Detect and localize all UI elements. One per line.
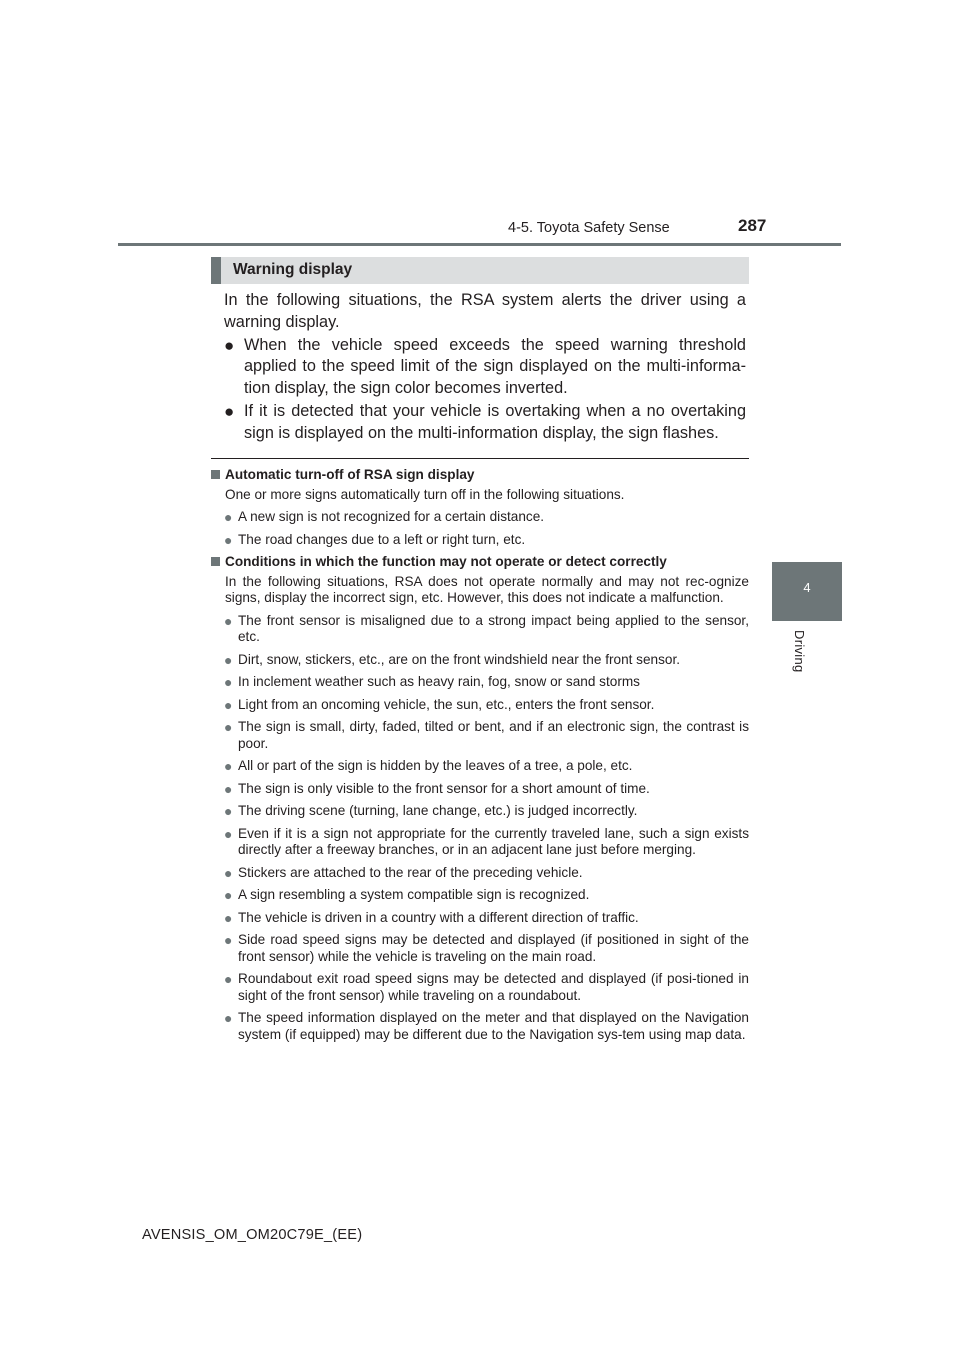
note-bullet-text: Even if it is a sign not appropriate for the currently traveled lane, such a sign exists directly after a freeway branches, or in an adjacent lane just before merging.: [238, 825, 749, 857]
note-heading-text: Automatic turn-off of RSA sign display: [225, 467, 475, 482]
note-bullet: [211, 803, 749, 820]
bullet-dot-icon: ●: [224, 696, 233, 713]
page-number: 287: [738, 216, 767, 235]
note-heading-conditions: [211, 554, 749, 571]
note-heading-text: Conditions in which the function may not operate or detect correctly: [225, 554, 667, 569]
warning-bullet: [224, 401, 746, 445]
bullet-dot-icon: ●: [224, 909, 233, 926]
note-bullet-text: The sign is small, dirty, faded, tilted or bent, and if an electronic sign, the contrast is poor.: [238, 719, 749, 751]
note-bullet: [211, 532, 749, 549]
note-intro: In the following situations, RSA does not operate normally and may not rec-ognize signs, display the incorrect sign, etc. However, this does not indicate a malfunction.: [225, 573, 749, 605]
note-bullet: [211, 613, 749, 646]
note-bullet: [211, 509, 749, 526]
chapter-tab: [772, 562, 842, 621]
note-bullet-text: A sign resembling a system compatible sign is recognized.: [238, 887, 590, 902]
note-bullet-text: The front sensor is misaligned due to a strong impact being applied to the sensor, etc.: [238, 612, 749, 644]
bullet-dot-icon: ●: [224, 887, 233, 903]
notes-divider: [211, 458, 749, 459]
bullet-dot-icon: ●: [224, 825, 233, 842]
bullet-dot-icon: ●: [224, 531, 233, 548]
note-bullet: [211, 674, 749, 691]
bullet-dot-icon: ●: [224, 758, 233, 774]
note-bullet: [211, 887, 749, 904]
note-bullet: [211, 758, 749, 775]
bullet-dot-icon: ●: [224, 719, 233, 735]
note-bullet-text: All or part of the sign is hidden by the leaves of a tree, a pole, etc.: [238, 758, 633, 773]
note-bullet-text: Dirt, snow, stickers, etc., are on the front windshield near the front sensor.: [238, 651, 681, 667]
bullet-dot-icon: ●: [224, 651, 233, 668]
note-intro: One or more signs automatically turn off in the following situations.: [225, 486, 625, 502]
square-bullet-icon: [211, 470, 220, 479]
notes-section: [211, 467, 749, 1043]
warning-display-body: [224, 290, 746, 445]
document-code: AVENSIS_OM_OM20C79E_(EE): [142, 1227, 363, 1243]
bullet-dot-icon: ●: [224, 401, 235, 421]
note-bullet-text: Side road speed signs may be detected and displayed (if positioned in sight of the front sensor) while the vehicle is traveling on the main road.: [238, 932, 749, 964]
bullet-dot-icon: ●: [224, 780, 233, 797]
note-bullet: [211, 865, 749, 882]
bullet-dot-icon: ●: [224, 674, 233, 690]
note-bullet: [211, 971, 749, 1004]
note-bullet: [211, 1010, 749, 1043]
chapter-label: Driving: [792, 630, 807, 673]
note-bullet: [211, 910, 749, 927]
header-rule: [118, 243, 841, 246]
bullet-dot-icon: ●: [224, 509, 233, 525]
note-bullet: [211, 826, 749, 859]
bullet-dot-icon: ●: [224, 971, 233, 987]
chapter-number: 4: [803, 580, 811, 595]
note-bullet-text: Stickers are attached to the rear of the preceding vehicle.: [238, 864, 583, 880]
note-bullet-text: The road changes due to a left or right turn, etc.: [238, 531, 526, 547]
note-bullet-text: The sign is only visible to the front sensor for a short amount of time.: [238, 780, 650, 796]
note-bullet: [211, 932, 749, 965]
square-bullet-icon: [211, 557, 220, 566]
note-bullet: [211, 719, 749, 752]
note-bullet: [211, 652, 749, 669]
warning-bullet-text: If it is detected that your vehicle is overtaking when a no overtaking sign is displayed on the multi-information display, the sign flashes.: [244, 401, 746, 442]
warning-bullet-text: When the vehicle speed exceeds the speed warning threshold applied to the speed limit of the sign displayed on the multi-informa-tion display, the sign color becomes inverted.: [244, 335, 746, 398]
bullet-dot-icon: ●: [224, 612, 233, 629]
warning-display-title: Warning display: [233, 261, 353, 278]
header-section-title: 4-5. Toyota Safety Sense: [508, 220, 670, 236]
note-bullet-text: The vehicle is driven in a country with a different direction of traffic.: [238, 909, 639, 925]
warning-bullet: [224, 335, 746, 400]
note-bullet-text: In inclement weather such as heavy rain, fog, snow or sand storms: [238, 674, 640, 689]
bullet-dot-icon: ●: [224, 803, 233, 819]
bullet-dot-icon: ●: [224, 932, 233, 948]
note-bullet-text: Light from an oncoming vehicle, the sun, etc., enters the front sensor.: [238, 696, 655, 712]
note-bullet-text: The speed information displayed on the meter and that displayed on the Navigation system (if equipped) may be different due to the Navigation sys-tem using map data.: [238, 1010, 749, 1042]
note-bullet-text: The driving scene (turning, lane change, etc.) is judged incorrectly.: [238, 803, 638, 818]
warning-display-heading: [211, 257, 749, 284]
warning-intro: In the following situations, the RSA system alerts the driver using a warning display.: [224, 291, 746, 331]
note-bullet-text: A new sign is not recognized for a certain distance.: [238, 509, 545, 524]
note-bullet: [211, 697, 749, 714]
bullet-dot-icon: ●: [224, 335, 235, 355]
bullet-dot-icon: ●: [224, 1010, 233, 1026]
note-bullet: [211, 781, 749, 798]
note-bullet-text: Roundabout exit road speed signs may be detected and displayed (if posi-tioned in sight of the front sensor) while traveling on a roundabout.: [238, 971, 749, 1003]
bullet-dot-icon: ●: [224, 864, 233, 881]
note-heading-auto-off: [211, 467, 749, 484]
